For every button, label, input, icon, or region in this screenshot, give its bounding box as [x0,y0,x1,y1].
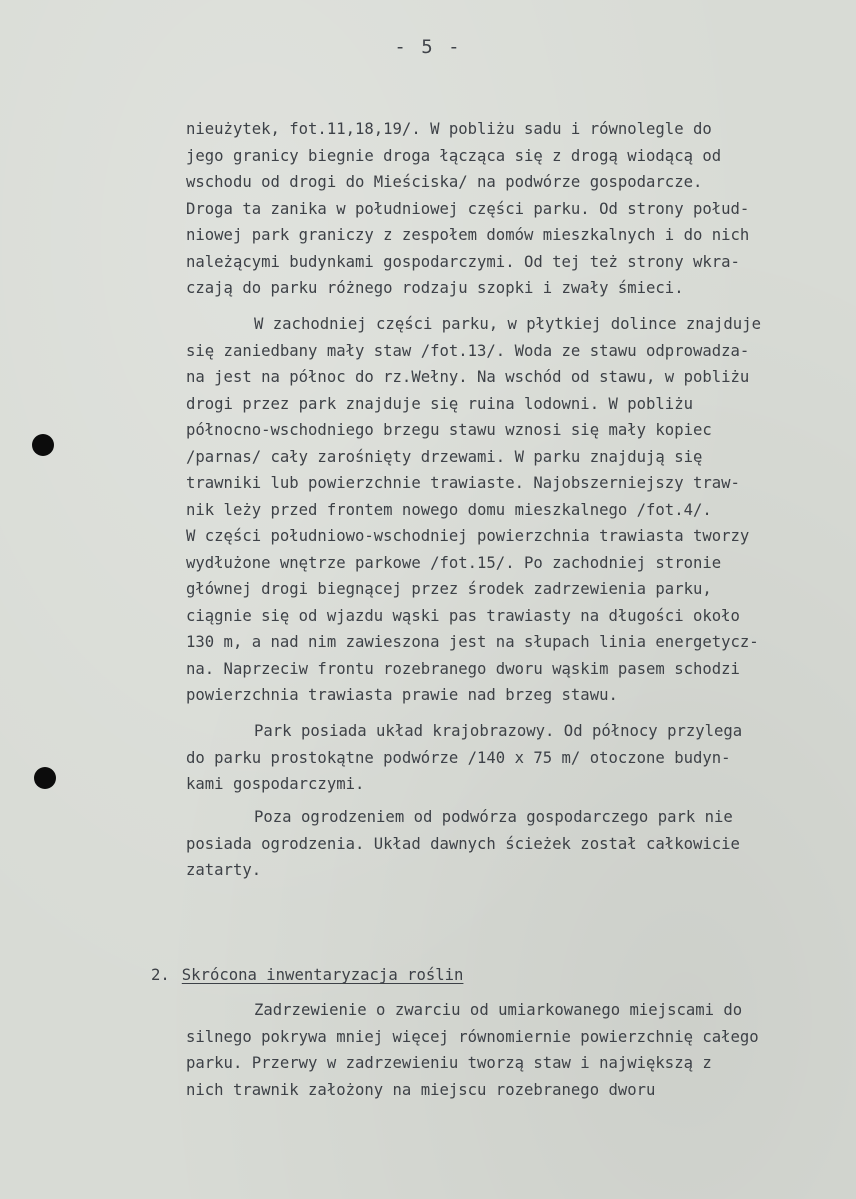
page-number: - 5 - [394,36,462,58]
text-line: czają do parku różnego rodzaju szopki i zwały śmieci. [186,279,684,297]
paragraph [186,718,846,798]
text-line: na jest na północ do rz.Wełny. Na wschód od stawu, w pobliżu [186,368,750,386]
text-line: wydłużone wnętrze parkowe /fot.15/. Po zachodniej stronie [186,553,722,572]
text-line: zatarty. [186,861,262,879]
text-line: drogi przez park znajduje się ruina lodowni. W pobliżu [186,394,693,413]
text-line: ciągnie się od wjazdu wąski pas trawiasty na długości około [186,606,740,625]
text-line: nieużytek, fot.11,18,19/. W pobliżu sadu i równolegle do [186,120,712,138]
text-line: posiada ogrodzenia. Układ dawnych ścieżek został całkowicie [186,834,740,853]
section-number: 2. [151,966,170,984]
text-line: powierzchnia trawiasta prawie nad brzeg stawu. [186,686,618,704]
text-line: nik leży przed frontem nowego domu mieszkalnego /fot.4/. [186,500,712,519]
section-heading [151,962,463,989]
paragraph [186,116,846,302]
text-line: kami gospodarczymi. [186,775,365,793]
text-line: głównej drogi biegnącej przez środek zadrzewienia parku, [186,580,712,598]
section-title: Skrócona inwentaryzacja roślin [181,966,464,984]
text-line: do parku prostokątne podwórze /140 x 75 m/ otoczone budyn- [186,748,731,767]
text-line: nich trawnik założony na miejscu rozebranego dworu [186,1080,656,1099]
punch-hole [34,767,56,789]
text-line: się zaniedbany mały staw /fot.13/. Woda ze stawu odprowadza- [186,341,750,360]
text-line: Park posiada układ krajobrazowy. Od północy przylega [254,722,743,740]
text-line: trawniki lub powierzchnie trawiaste. Najobszerniejszy traw- [186,474,740,492]
paragraph [186,804,846,884]
paragraph [186,997,846,1103]
text-line: W części południowo-wschodniej powierzchnia trawiasta tworzy [186,527,750,545]
text-line: niowej park graniczy z zespołem domów mieszkalnych i do nich [186,226,750,244]
text-line: jego granicy biegnie droga łącząca się z drogą wiodącą od [186,146,722,165]
paragraph [186,311,846,709]
text-line: W zachodniej części parku, w płytkiej dolince znajduje [254,315,761,333]
text-line: Droga ta zanika w południowej części parku. Od strony połud- [186,199,750,218]
punch-hole [32,434,54,456]
text-line: /parnas/ cały zarośnięty drzewami. W parku znajdują się [186,447,703,466]
text-line: parku. Przerwy w zadrzewieniu tworzą staw i największą z [186,1054,712,1072]
text-line: 130 m, a nad nim zawieszona jest na słupach linia energetycz- [186,633,759,651]
text-line: Poza ogrodzeniem od podwórza gospodarczego park nie [254,808,733,826]
text-line: Zadrzewienie o zwarciu od umiarkowanego miejscami do [254,1001,743,1019]
text-line: silnego pokrywa mniej więcej równomiernie powierzchnię całego [186,1027,759,1046]
text-line: należącymi budynkami gospodarczymi. Od tej też strony wkra- [186,252,740,271]
text-line: na. Naprzeciw frontu rozebranego dworu wąskim pasem schodzi [186,659,740,678]
text-line: wschodu od drogi do Mieściska/ na podwórze gospodarcze. [186,173,703,191]
text-line: północno-wschodniego brzegu stawu wznosi się mały kopiec [186,421,712,439]
